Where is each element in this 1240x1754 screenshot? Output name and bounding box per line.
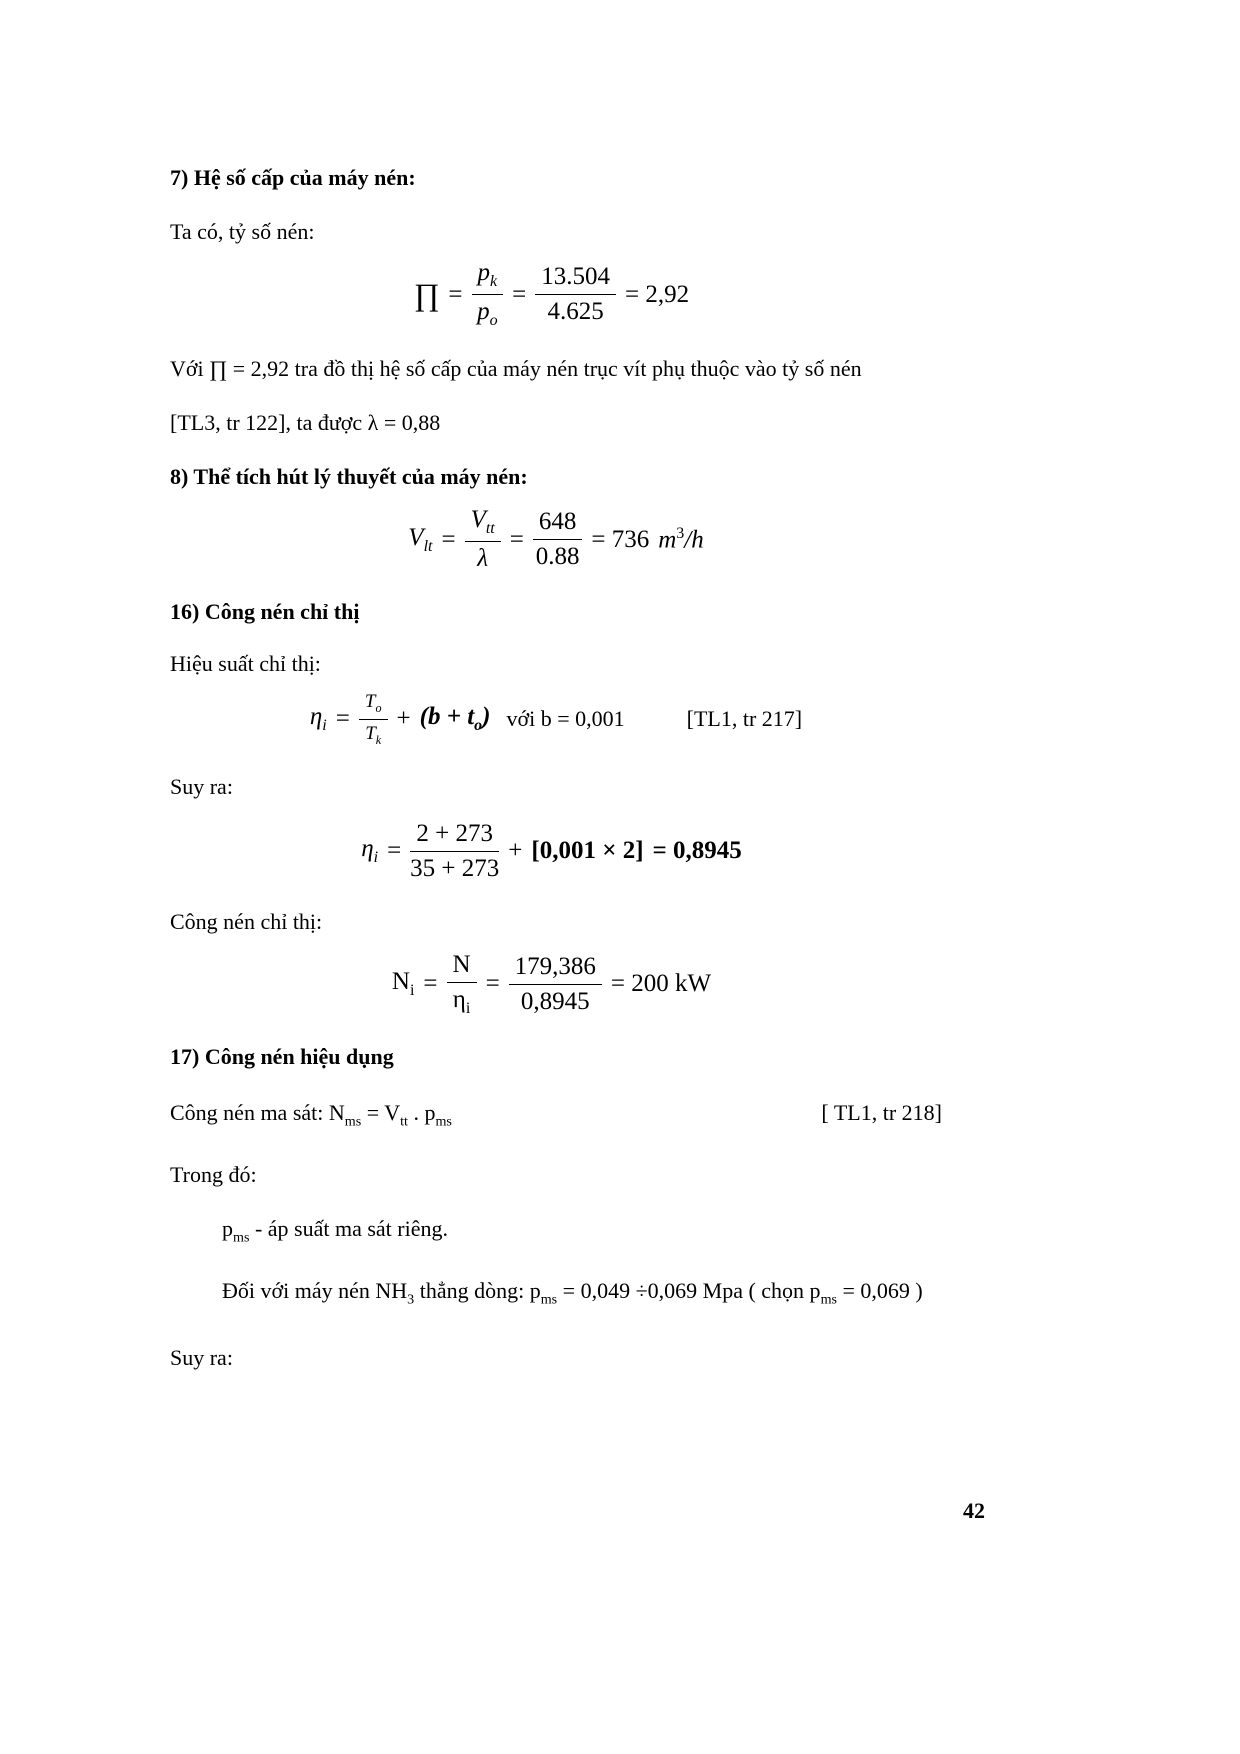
section-16-heading: 16) Công nén chỉ thị — [170, 599, 360, 624]
sub-o: o — [474, 717, 483, 735]
sub-tt: tt — [400, 1112, 408, 1129]
fraction-pressure-values — [535, 263, 616, 326]
fraction-denominator: 0.88 — [535, 543, 580, 570]
text-part: . p — [407, 1099, 436, 1125]
trong-do-text: Trong đó: — [170, 1161, 257, 1187]
var-Vlt — [408, 524, 432, 556]
var-N-i — [392, 968, 415, 1000]
fraction-denominator: 35 + 273 — [410, 854, 500, 882]
var-V: V — [408, 523, 424, 551]
paren-group — [420, 703, 491, 735]
formula-indicated-efficiency — [170, 691, 942, 748]
formula-indicated-power — [170, 951, 942, 1018]
formula-theoretical-volume — [170, 506, 942, 573]
sub-i: i — [409, 982, 415, 1000]
fraction-numerator: 2 + 273 — [410, 820, 499, 852]
unit-per-h: /h — [684, 526, 704, 554]
reference-tl1-218: [ TL1, tr 218] — [821, 1099, 942, 1125]
sub-ms: ms — [435, 1112, 452, 1129]
formula-efficiency-value — [170, 820, 942, 883]
paren-inner: b + t — [427, 703, 475, 731]
page-number: 42 — [963, 1498, 985, 1523]
pms-definition — [170, 1216, 942, 1250]
fraction-denominator — [453, 983, 471, 1018]
var-eta: η — [309, 703, 323, 731]
fraction-denominator — [365, 720, 381, 748]
suy-ra-text: Suy ra: — [170, 1344, 233, 1370]
text-part: = V — [361, 1099, 401, 1125]
reference-tl1-217: [TL1, tr 217] — [686, 706, 803, 732]
suy-ra-text: Suy ra: — [170, 773, 233, 799]
var-p: p — [477, 259, 491, 286]
fraction-power-values — [509, 953, 602, 1016]
var-eta-i — [361, 835, 378, 867]
formula-result: = 200 kW — [610, 970, 712, 998]
sup-3: 3 — [676, 524, 685, 542]
fraction-numerator: 648 — [533, 508, 583, 540]
sub-i: i — [373, 849, 379, 867]
fraction-numerator — [359, 691, 388, 720]
section-7-reference: [TL3, tr 122], ta được λ = 0,88 — [170, 410, 441, 435]
sub-tt: tt — [485, 520, 495, 537]
section-8-heading: 8) Thể tích hút lý thuyết của máy nén: — [170, 464, 528, 489]
text-part: - áp suất ma sát riêng. — [249, 1215, 448, 1241]
fraction-vtt-lambda — [465, 506, 501, 573]
section-7-heading: 7) Hệ số cấp của máy nén: — [170, 165, 416, 190]
fraction-numerator: N — [447, 951, 477, 983]
sub-lt: lt — [423, 537, 433, 555]
section-7-text: Với ∏ = 2,92 tra đồ thị hệ số cấp của máy nén trục vít phụ thuộc vào tỷ số nén — [170, 356, 862, 381]
equals-sign: = — [512, 280, 527, 308]
fraction-numerator: 13.504 — [535, 263, 616, 295]
sub-ms: ms — [233, 1229, 250, 1246]
unit-m: m — [658, 526, 677, 554]
fraction-volume-values — [533, 508, 583, 571]
plus-sign: + — [508, 837, 523, 865]
section-16-intro: Hiệu suất chỉ thị: — [170, 651, 321, 676]
sub-ms: ms — [540, 1291, 558, 1308]
fraction-pk-po — [472, 259, 504, 330]
indicated-work-label: Công nén chỉ thị: — [170, 908, 323, 934]
plus-sign: + — [396, 705, 411, 733]
unit-m3-per-h — [658, 525, 704, 554]
equals-sign: = — [509, 525, 524, 553]
var-lambda: λ — [477, 545, 489, 572]
var-V: V — [470, 506, 486, 533]
friction-work-expression — [170, 1100, 452, 1134]
fraction-numerator — [472, 259, 504, 295]
text-part: Công nén ma sát: N — [170, 1099, 345, 1125]
sub-ms: ms — [820, 1291, 837, 1308]
formula-result: = 2,92 — [625, 280, 690, 308]
equals-sign: = — [423, 970, 438, 998]
formula-result: = 736 — [591, 525, 650, 553]
sub-o: o — [489, 312, 498, 329]
var-N: N — [391, 968, 410, 996]
equals-sign: = — [387, 837, 402, 865]
fraction-numerator: 179,386 — [509, 953, 602, 985]
formula-condition: với b = 0,001 — [506, 706, 625, 732]
text-part: Đối với máy nén NH — [222, 1278, 408, 1304]
paren-open: ( — [419, 703, 428, 731]
sub-k: k — [375, 732, 382, 747]
fraction-denominator: 0,8945 — [520, 987, 590, 1015]
fraction-denominator: 4.625 — [547, 298, 604, 325]
var-T: T — [365, 722, 376, 744]
fraction-denominator — [477, 542, 488, 573]
equals-sign: = — [485, 970, 500, 998]
sub-ms: ms — [344, 1112, 362, 1129]
sub-i: i — [322, 717, 327, 735]
friction-work-line — [170, 1100, 942, 1134]
fraction-temperatures — [410, 820, 499, 883]
section-17-heading: 17) Công nén hiệu dụng — [170, 1043, 394, 1069]
formula-compression-ratio — [170, 259, 942, 330]
nh3-pressure-line — [170, 1278, 942, 1312]
fraction-To-Tk — [359, 691, 388, 748]
equals-sign: = — [448, 280, 463, 308]
document-body — [170, 165, 942, 1399]
product-symbol: ∏ — [413, 276, 440, 312]
sub-i: i — [465, 999, 471, 1017]
fraction-denominator — [477, 295, 498, 330]
text-part: thẳng dòng: p — [414, 1278, 541, 1304]
equals-sign: = — [441, 525, 456, 553]
fraction-N-eta — [447, 951, 477, 1018]
text-part: = 0,069 ) — [837, 1278, 923, 1304]
bracket-term: [0,001 × 2] — [531, 837, 644, 865]
var-p: p — [477, 298, 490, 325]
formula-result: = 0,8945 — [652, 837, 742, 865]
section-7-intro: Ta có, tỷ số nén: — [170, 219, 315, 244]
sub-o: o — [375, 700, 382, 715]
var-eta-i — [310, 703, 327, 735]
var-eta: η — [361, 835, 374, 863]
fraction-numerator — [465, 506, 501, 542]
paren-close: ) — [482, 703, 491, 731]
var-eta: η — [452, 985, 466, 1013]
text-part: p — [222, 1215, 233, 1241]
equals-sign: = — [335, 705, 350, 733]
sub-k: k — [490, 273, 498, 290]
sub-3: 3 — [407, 1291, 415, 1308]
var-T: T — [364, 691, 376, 712]
text-part: = 0,049 ÷0,069 Mpa ( chọn p — [557, 1278, 821, 1304]
